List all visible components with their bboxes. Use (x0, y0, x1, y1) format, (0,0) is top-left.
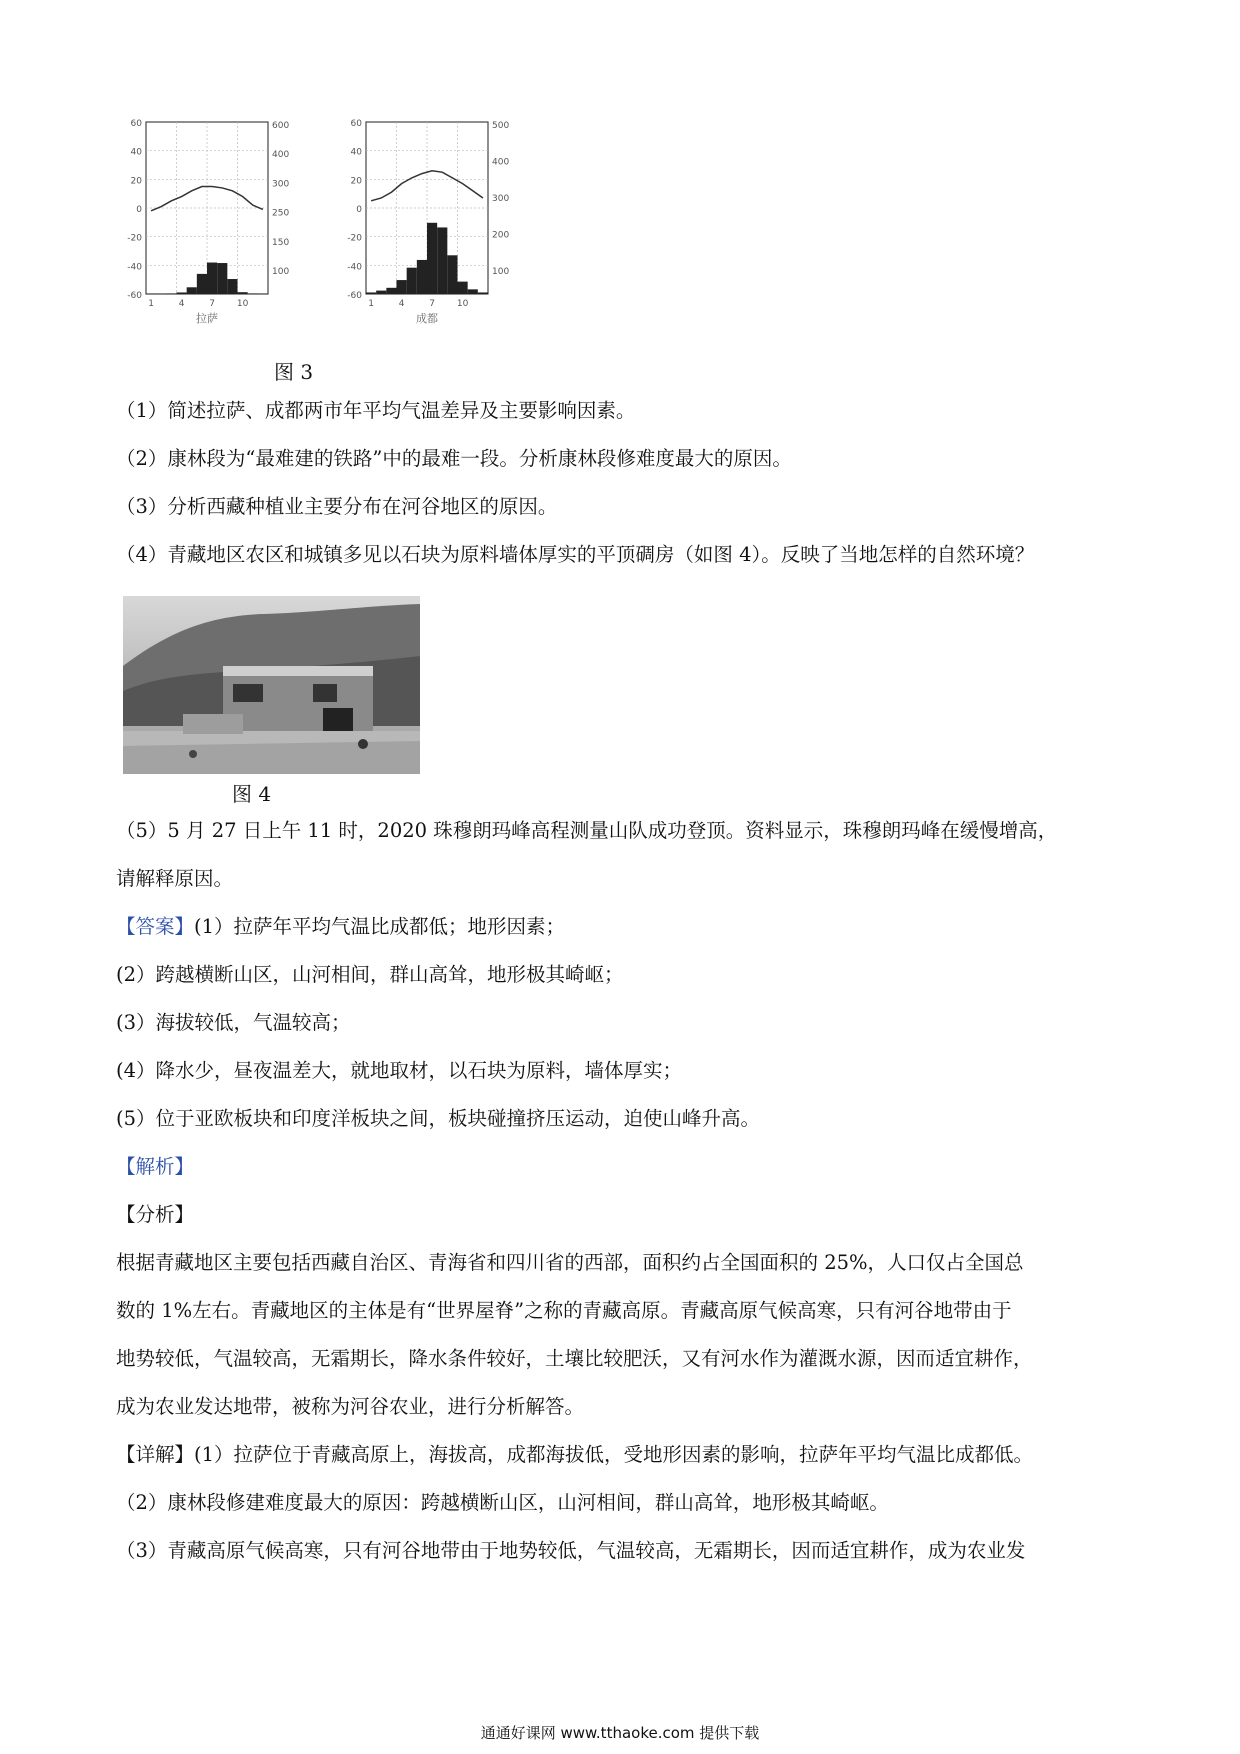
detail-line-1 (116, 1442, 1033, 1468)
precip-bar (447, 255, 457, 294)
page-footer: 通通好课网 www.tthaoke.com 提供下载 (480, 1724, 760, 1742)
precip-bar (217, 263, 227, 294)
left-tick: 0 (136, 205, 142, 215)
detail-label: 【详解】 (116, 1443, 195, 1466)
figure3-caption: 图 3 (274, 360, 314, 384)
right-tick: 400 (492, 157, 510, 168)
left-tick: -40 (347, 262, 362, 273)
precip-bar (407, 268, 417, 294)
right-tick: 150 (272, 237, 290, 248)
answer-label: 【答案】 (116, 915, 195, 938)
x-tick: 10 (456, 299, 469, 309)
left-tick: 60 (130, 119, 142, 129)
right-tick: 100 (272, 267, 290, 278)
precip-bar (417, 260, 427, 294)
precip-bar (468, 289, 478, 294)
precip-bar (166, 293, 176, 294)
left-tick: 20 (350, 176, 362, 187)
question-1: （1）简述拉萨、成都两市年平均气温差异及主要影响因素。 (116, 399, 636, 422)
climate-chart-0 (127, 119, 289, 325)
right-tick: 500 (492, 121, 510, 131)
precip-bar (437, 227, 447, 294)
question-4: （4）青藏地区农区和城镇多见以石块为原料墙体厚实的平顶碉房（如图 4）。反映了当地怎样的自然环境？ (116, 543, 1035, 566)
x-tick: 1 (368, 299, 374, 309)
fenxi-line-3: 地势较低，气温较高，无霜期长，降水条件较好，土壤比较肥沃，又有河水作为灌溉水源，因而适宜耕作， (116, 1347, 1033, 1370)
climate-chart-1 (347, 119, 509, 325)
precip-bar (458, 282, 468, 294)
x-tick: 4 (398, 299, 405, 309)
answer-line-4: (4）降水少，昼夜温差大，就地取材，以石块为原料，墙体厚实； (116, 1059, 683, 1082)
precip-bar (177, 292, 187, 294)
precip-bar (248, 293, 258, 294)
city-label: 成都 (416, 312, 438, 325)
question-5-line2: 请解释原因。 (116, 867, 234, 890)
x-tick: 7 (429, 299, 435, 309)
x-tick: 10 (236, 299, 249, 309)
left-tick: -40 (127, 262, 142, 273)
right-tick: 100 (492, 267, 510, 278)
stone-house-photo (123, 596, 420, 774)
precip-bar (238, 292, 248, 294)
detail-1-text: (1）拉萨位于青藏高原上，海拔高，成都海拔低，受地形因素的影响，拉萨年平均气温比成都低。 (194, 1443, 1034, 1466)
answer-line-5: (5）位于亚欧板块和印度洋板块之间，板块碰撞挤压运动，迫使山峰升高。 (116, 1107, 761, 1130)
precip-bar (376, 291, 386, 294)
left-tick: 20 (130, 176, 142, 187)
fenxi-line-2: 数的 1%左右。青藏地区的主体是有“世界屋脊”之称的青藏高原。青藏高原气候高寒，只有河谷地带由于 (116, 1299, 1012, 1322)
question-5-line1: （5）5 月 27 日上午 11 时，2020 珠穆朗玛峰高程测量山队成功登顶。资料显示，珠穆朗玛峰在缓慢增高， (116, 819, 1058, 842)
x-tick: 1 (148, 299, 154, 309)
precip-bar (478, 292, 488, 294)
answer-line-1 (116, 914, 565, 940)
precip-bar (197, 274, 207, 294)
x-tick: 7 (209, 299, 215, 309)
right-tick: 300 (272, 179, 290, 190)
analysis-label: 【解析】 (116, 1155, 195, 1178)
left-tick: -20 (347, 233, 362, 244)
left-tick: 40 (130, 147, 142, 158)
precip-bar (207, 263, 217, 294)
left-tick: -20 (127, 233, 142, 244)
figure4-caption: 图 4 (232, 782, 272, 806)
fenxi-label: 【分析】 (116, 1203, 195, 1226)
detail-line-2: （2）康林段修建难度最大的原因：跨越横断山区，山河相间，群山高耸，地形极其崎岖。 (116, 1491, 889, 1514)
climate-charts (118, 110, 558, 340)
x-tick: 4 (178, 299, 185, 309)
precip-bar (227, 279, 237, 294)
right-tick: 250 (272, 208, 290, 219)
answer-line-2: (2）跨越横断山区，山河相间，群山高耸，地形极其崎岖； (116, 963, 624, 986)
city-label: 拉萨 (196, 312, 218, 325)
left-tick: 60 (350, 119, 362, 129)
precip-bar (187, 287, 197, 294)
right-tick: 400 (272, 150, 290, 161)
right-tick: 600 (272, 121, 290, 131)
answer-1-text: (1）拉萨年平均气温比成都低；地形因素； (194, 915, 566, 938)
answer-line-3: (3）海拔较低，气温较高； (116, 1011, 351, 1034)
left-tick: -60 (127, 291, 142, 301)
left-tick: 40 (350, 147, 362, 158)
question-3: （3）分析西藏种植业主要分布在河谷地区的原因。 (116, 495, 558, 518)
left-tick: 0 (356, 205, 362, 215)
precip-bar (386, 288, 396, 294)
precip-bar (366, 292, 376, 294)
detail-line-3: （3）青藏高原气候高寒，只有河谷地带由于地势较低，气温较高，无霜期长，因而适宜耕作，成为农业发 (116, 1539, 1026, 1562)
question-2: （2）康林段为“最难建的铁路”中的最难一段。分析康林段修难度最大的原因。 (116, 447, 792, 470)
left-tick: -60 (347, 291, 362, 301)
right-tick: 200 (492, 230, 510, 241)
precip-bar (397, 280, 407, 294)
fenxi-line-4: 成为农业发达地带，被称为河谷农业，进行分析解答。 (116, 1395, 585, 1418)
right-tick: 300 (492, 194, 510, 205)
precip-bar (427, 223, 437, 294)
fenxi-line-1: 根据青藏地区主要包括西藏自治区、青海省和四川省的西部，面积约占全国面积的 25%，人口仅占全国总 (116, 1251, 1024, 1274)
